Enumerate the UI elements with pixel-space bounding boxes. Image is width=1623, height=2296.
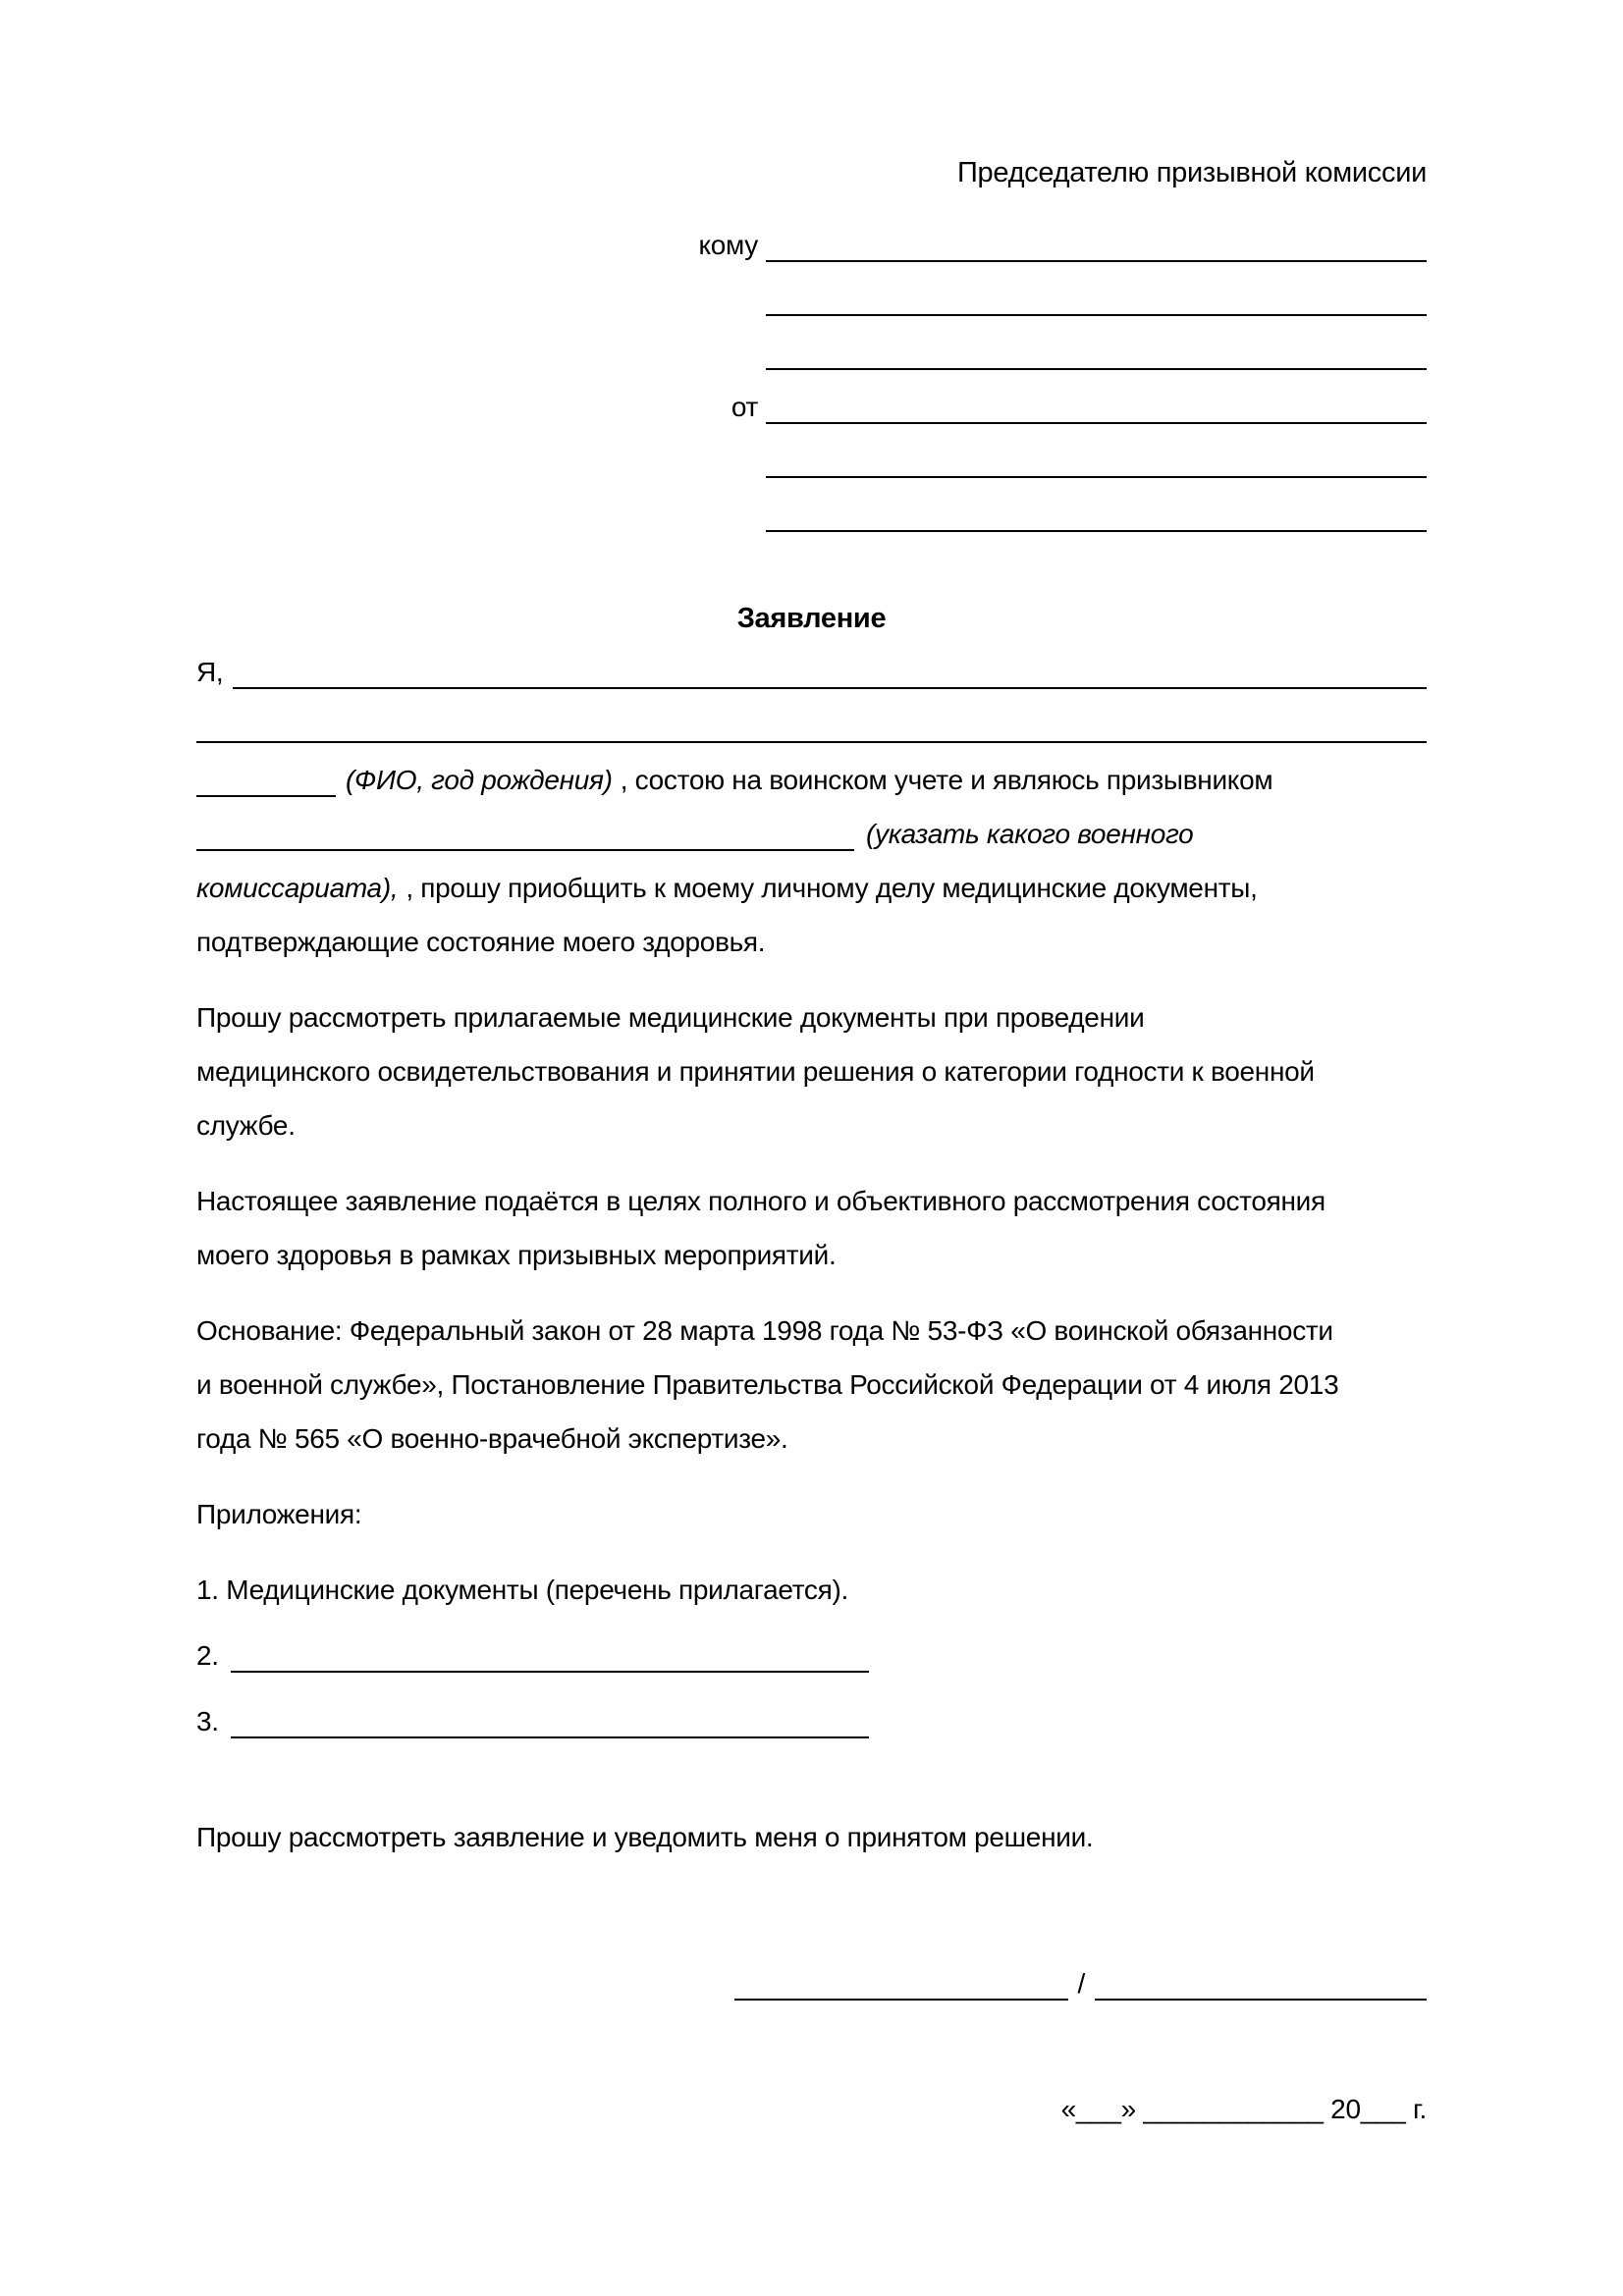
fio-caption: (ФИО, год рождения): [346, 765, 613, 795]
request-line-2: [196, 1035, 1427, 1089]
applicant-name-row-2: [196, 689, 1427, 743]
request-line-3: [196, 1089, 1427, 1143]
recipient-block: [196, 208, 1427, 532]
closing-request-row: [196, 1800, 1427, 1854]
request-text-2: медицинского освидетельствования и принятии решения о категории годности к военной: [196, 1056, 1315, 1087]
from-blank-line: [766, 414, 1427, 424]
from-blank-line-3: [766, 522, 1427, 532]
purpose-paragraph: [196, 1164, 1427, 1272]
attachment-item-3: [196, 1684, 1427, 1738]
recipient-to-extra-row-1: [196, 262, 1427, 316]
basis-line-2: [196, 1348, 1427, 1402]
legal-basis-paragraph: [196, 1294, 1427, 1456]
basis-text-3: года № 565 «О военно-врачебной экспертизе».: [196, 1423, 788, 1454]
purpose-text-2: моего здоровья в рамках призывных мероприятий.: [196, 1240, 837, 1270]
applicant-name-blank-2: [196, 733, 1427, 743]
commissariat-continuation-row: [196, 851, 1427, 905]
attachment-item-2: [196, 1619, 1427, 1673]
to-label: кому: [698, 230, 758, 260]
from-blank-line-2: [766, 468, 1427, 478]
applicant-name-row: [196, 635, 1427, 689]
signature-name-blank: [1095, 1991, 1427, 2001]
commissariat-blank-row: [196, 797, 1427, 851]
attachment-2-blank: [231, 1663, 869, 1673]
health-confirmation-text: подтверждающие состояние моего здоровья.: [196, 927, 766, 957]
purpose-line-1: [196, 1164, 1427, 1218]
recipient-to-extra-row-2: [196, 316, 1427, 370]
fio-caption-row: [196, 743, 1427, 797]
attachment-2-label: 2.: [196, 1640, 219, 1671]
recipient-from-extra-row-2: [196, 478, 1427, 532]
fio-rest-text: , состою на воинском учете и являюсь призывником: [620, 765, 1273, 795]
from-label: от: [730, 392, 758, 422]
signature-row: [196, 1947, 1427, 2001]
attachment-3-label: 3.: [196, 1706, 219, 1736]
closing-request-text: Прошу рассмотреть заявление и уведомить меня о принятом решении.: [196, 1822, 1094, 1852]
commissariat-blank: [196, 841, 854, 851]
purpose-text-1: Настоящее заявление подаётся в целях полного и объективного рассмотрения состояния: [196, 1186, 1325, 1216]
date-line-text: «___» ____________ 20___ г.: [1060, 2094, 1427, 2124]
addressee-header: Председателю призывной комиссии: [957, 157, 1427, 188]
recipient-to-row: [196, 208, 1427, 262]
recipient-from-extra-row-1: [196, 424, 1427, 478]
signature-blank: [734, 1991, 1068, 2001]
attachment-item-1: [196, 1553, 1427, 1607]
attachments-heading: Приложения:: [196, 1499, 362, 1529]
commissariat-hint-caption: (указать какого военного: [866, 819, 1194, 849]
health-confirmation-line: [196, 905, 1427, 959]
commissariat-caption: комиссариата),: [196, 873, 399, 903]
basis-line-3: [196, 1402, 1427, 1456]
date-row: [196, 2072, 1427, 2126]
request-line-1: [196, 981, 1427, 1035]
basis-line-1: [196, 1294, 1427, 1348]
to-blank-line-3: [766, 360, 1427, 370]
applicant-pronoun-label: Я,: [196, 657, 224, 687]
to-blank-line-2: [766, 306, 1427, 316]
request-text-3: службе.: [196, 1110, 296, 1141]
attachment-3-blank: [231, 1729, 869, 1738]
applicant-name-blank: [233, 679, 1427, 689]
attachment-item-1-text: 1. Медицинские документы (перечень прилагается).: [196, 1575, 848, 1605]
signature-separator: /: [1077, 1968, 1085, 1999]
fio-blank: [196, 787, 336, 797]
basis-text-1: Основание: Федеральный закон от 28 марта 1998 года № 53-ФЗ «О воинской обязанности: [196, 1315, 1333, 1346]
document-title: Заявление: [736, 603, 887, 634]
recipient-from-row: [196, 370, 1427, 424]
purpose-line-2: [196, 1218, 1427, 1272]
attachments-heading-row: [196, 1477, 1427, 1531]
request-text-1: Прошу рассмотреть прилагаемые медицинские документы при проведении: [196, 1002, 1145, 1033]
request-paragraph: [196, 981, 1427, 1143]
commissariat-rest-text: , прошу приобщить к моему личному делу медицинские документы,: [406, 873, 1258, 903]
to-blank-line: [766, 252, 1427, 262]
basis-text-2: и военной службе», Постановление Правительства Российской Федерации от 4 июля 2013: [196, 1369, 1339, 1400]
